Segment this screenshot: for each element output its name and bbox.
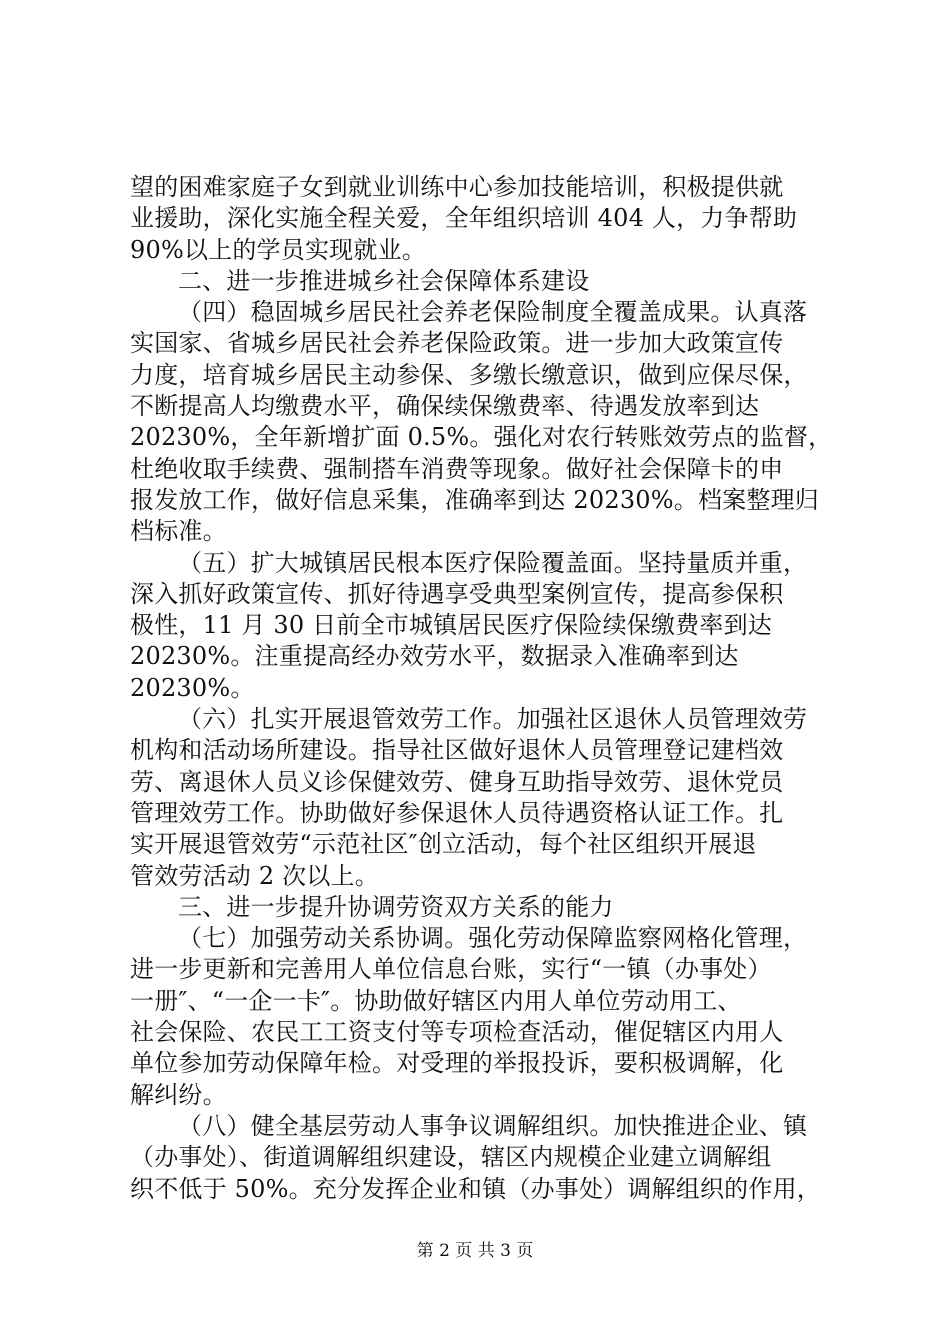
text-line: 进一步更新和完善用人单位信息台账，实行“一镇（办事处） xyxy=(130,955,772,984)
text-line: 机构和活动场所建设。指导社区做好退休人员管理登记建档效 xyxy=(130,736,784,765)
document-body xyxy=(130,172,833,1205)
text-line: 劳、离退休人员义诊保健效劳、健身互助指导效劳、退休党员 xyxy=(130,767,784,796)
paragraph-4-start: （四）稳固城乡居民社会养老保险制度全覆盖成果。认真落 xyxy=(178,298,808,327)
text-line: 深入抓好政策宣传、抓好待遇享受典型案例宣传，提高参保积 xyxy=(130,579,784,608)
text-line: 实开展退管效劳“示范社区″创立活动，每个社区组织开展退 xyxy=(130,830,757,859)
text-line: 织不低于 50%。充分发挥企业和镇（办事处）调解组织的作用， xyxy=(130,1174,821,1203)
text-line: 杜绝收取手续费、强制搭车消费等现象。做好社会保障卡的申 xyxy=(130,454,784,483)
text-line: 实国家、省城乡居民社会养老保险政策。进一步加大政策宣传 xyxy=(130,329,784,358)
text-line: 报发放工作，做好信息采集，准确率到达 20230%。档案整理归 xyxy=(130,485,819,514)
text-line: 管效劳活动 2 次以上。 xyxy=(130,861,379,890)
page-number: 第 2 页 共 3 页 xyxy=(416,1241,534,1261)
paragraph-7-start: （七）加强劳动关系协调。强化劳动保障监察网格化管理， xyxy=(178,924,808,953)
text-line: 解纠纷。 xyxy=(130,1080,227,1109)
text-line: 望的困难家庭子女到就业训练中心参加技能培训，积极提供就 xyxy=(130,173,784,201)
text-line: （办事处）、街道调解组织建设，辖区内规模企业建立调解组 xyxy=(130,1143,772,1172)
text-line: 20230%。注重提高经办效劳水平，数据录入准确率到达 xyxy=(130,642,739,671)
section-heading-3: 三、进一步提升协调劳资双方关系的能力 xyxy=(178,892,614,921)
text-line: 管理效劳工作。协助做好参保退休人员待遇资格认证工作。扎 xyxy=(130,798,784,827)
text-line: 单位参加劳动保障年检。对受理的举报投诉，要积极调解，化 xyxy=(130,1049,784,1078)
page-footer xyxy=(0,1241,950,1261)
text-line: 一册″、“一企一卡″。协助做好辖区内用人单位劳动用工、 xyxy=(130,986,742,1015)
text-line: 社会保险、农民工工资支付等专项检查活动，催促辖区内用人 xyxy=(130,1018,784,1047)
text-line: 业援助，深化实施全程关爱，全年组织培训 404 人，力争帮助 xyxy=(130,204,798,233)
paragraph-8-start: （八）健全基层劳动人事争议调解组织。加快推进企业、镇 xyxy=(178,1111,808,1140)
text-line: 力度，培育城乡居民主动参保、多缴长缴意识，做到应保尽保， xyxy=(130,360,808,389)
paragraph-6-start: （六）扎实开展退管效劳工作。加强社区退休人员管理效劳 xyxy=(178,705,808,734)
paragraph-5-start: （五）扩大城镇居民根本医疗保险覆盖面。坚持量质并重， xyxy=(178,548,808,577)
text-line: 90%以上的学员实现就业。 xyxy=(130,235,426,264)
text-line: 档标准。 xyxy=(130,517,227,546)
text-line: 极性，11 月 30 日前全市城镇居民医疗保险续保缴费率到达 xyxy=(130,611,772,640)
text-line: 不断提高人均缴费水平，确保续保缴费率、待遇发放率到达 xyxy=(130,392,760,421)
text-line: 20230%，全年新增扩面 0.5%。强化对农行转账效劳点的监督， xyxy=(130,423,833,452)
text-line: 20230%。 xyxy=(130,673,255,702)
section-heading-2: 二、进一步推进城乡社会保障体系建设 xyxy=(178,266,590,295)
